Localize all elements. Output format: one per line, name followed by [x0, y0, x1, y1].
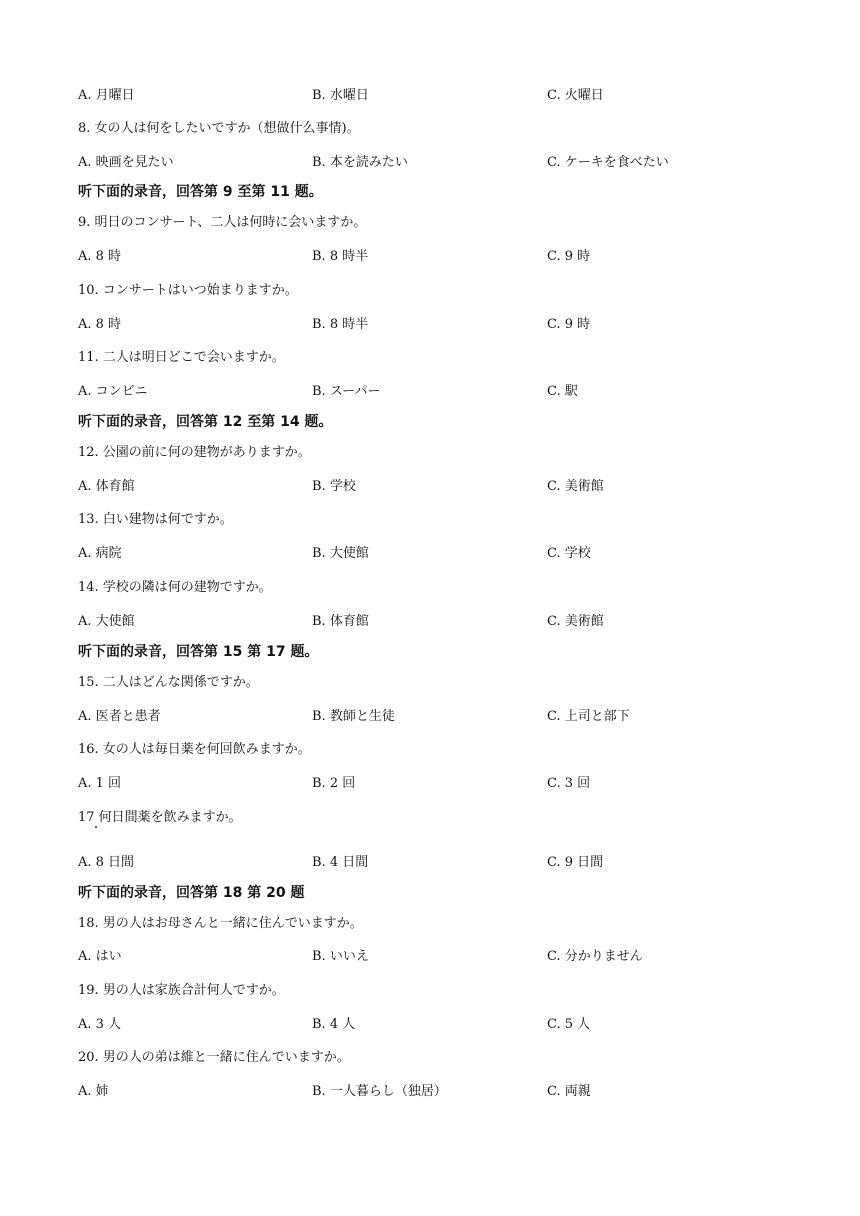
q15-question: 15. 二人はどんな関係ですか。 [78, 675, 259, 690]
q19-option-c: C. 5 人 [547, 1017, 591, 1032]
q7-option-b: B. 水曜日 [312, 88, 369, 103]
q12-option-b: B. 学校 [312, 479, 356, 494]
q14-question: 14. 学校の隣は何の建物ですか。 [78, 580, 272, 595]
q15-option-a: A. 医者と患者 [78, 709, 161, 724]
q11-option-b: B. スーパー [312, 384, 381, 399]
q11-option-c: C. 駅 [547, 384, 578, 399]
stray-dot-mark [95, 826, 97, 828]
q19-question: 19. 男の人は家族合計何人ですか。 [78, 983, 285, 998]
q20-option-a: A. 姉 [78, 1084, 109, 1099]
q15-option-c: C. 上司と部下 [547, 709, 630, 724]
q11-question: 11. 二人は明日どこで会いますか。 [78, 350, 285, 365]
q7-option-c: C. 火曜日 [547, 88, 604, 103]
q8-question: 8. 女の人は何をしたいですか（想做什么事情)。 [78, 121, 360, 136]
q11-option-a: A. コンビニ [78, 384, 148, 399]
q18-option-b: B. いいえ [312, 949, 369, 964]
q14-option-b: B. 体育館 [312, 614, 369, 629]
q10-option-a: A. 8 時 [78, 317, 122, 332]
q20-option-b: B. 一人暮らし（独居） [312, 1084, 447, 1099]
q12-option-a: A. 体育館 [78, 479, 135, 494]
q8-option-a: A. 映画を見たい [78, 155, 174, 170]
q8-option-c: C. ケーキを食べたい [547, 155, 669, 170]
q9-option-c: C. 9 時 [547, 249, 591, 264]
q10-option-b: B. 8 時半 [312, 317, 369, 332]
q9-question: 9. 明日のコンサート、二人は何時に会いますか。 [78, 215, 367, 230]
q12-option-c: C. 美術館 [547, 479, 604, 494]
q10-question: 10. コンサートはいつ始まりますか。 [78, 283, 298, 298]
q19-option-b: B. 4 人 [312, 1017, 356, 1032]
q16-option-c: C. 3 回 [547, 776, 591, 791]
q17-question: 17 何日間薬を飲みますか。 [78, 810, 242, 825]
q13-question: 13. 白い建物は何ですか。 [78, 512, 233, 527]
q17-option-b: B. 4 日間 [312, 855, 369, 870]
q10-option-c: C. 9 時 [547, 317, 591, 332]
q16-option-a: A. 1 回 [78, 776, 122, 791]
section-heading-18-20: 听下面的录音，回答第 18 第 20 题 [78, 885, 305, 901]
q15-option-b: B. 教師と生徒 [312, 709, 395, 724]
q13-option-c: C. 学校 [547, 546, 591, 561]
q16-option-b: B. 2 回 [312, 776, 356, 791]
q12-question: 12. 公園の前に何の建物がありますか。 [78, 445, 311, 460]
q17-option-a: A. 8 日間 [78, 855, 135, 870]
q20-question: 20. 男の人の弟は維と一緒に住んでいますか。 [78, 1050, 350, 1065]
q20-option-c: C. 両親 [547, 1084, 591, 1099]
q13-option-b: B. 大使館 [312, 546, 369, 561]
q17-option-c: C. 9 日間 [547, 855, 604, 870]
q13-option-a: A. 病院 [78, 546, 122, 561]
q14-option-c: C. 美術館 [547, 614, 604, 629]
section-heading-12-14: 听下面的录音，回答第 12 至第 14 题。 [78, 414, 333, 430]
q9-option-a: A. 8 時 [78, 249, 122, 264]
q7-option-a: A. 月曜日 [78, 88, 135, 103]
q18-option-c: C. 分かりません [547, 949, 643, 964]
q18-question: 18. 男の人はお母さんと一緒に住んでいますか。 [78, 916, 363, 931]
q19-option-a: A. 3 人 [78, 1017, 122, 1032]
q18-option-a: A. はい [78, 949, 122, 964]
section-heading-9-11: 听下面的录音，回答第 9 至第 11 题。 [78, 184, 323, 200]
section-heading-15-17: 听下面的录音，回答第 15 第 17 题。 [78, 644, 319, 660]
q8-option-b: B. 本を読みたい [312, 155, 408, 170]
q9-option-b: B. 8 時半 [312, 249, 369, 264]
q16-question: 16. 女の人は毎日薬を何回飲みますか。 [78, 742, 311, 757]
q14-option-a: A. 大使館 [78, 614, 135, 629]
